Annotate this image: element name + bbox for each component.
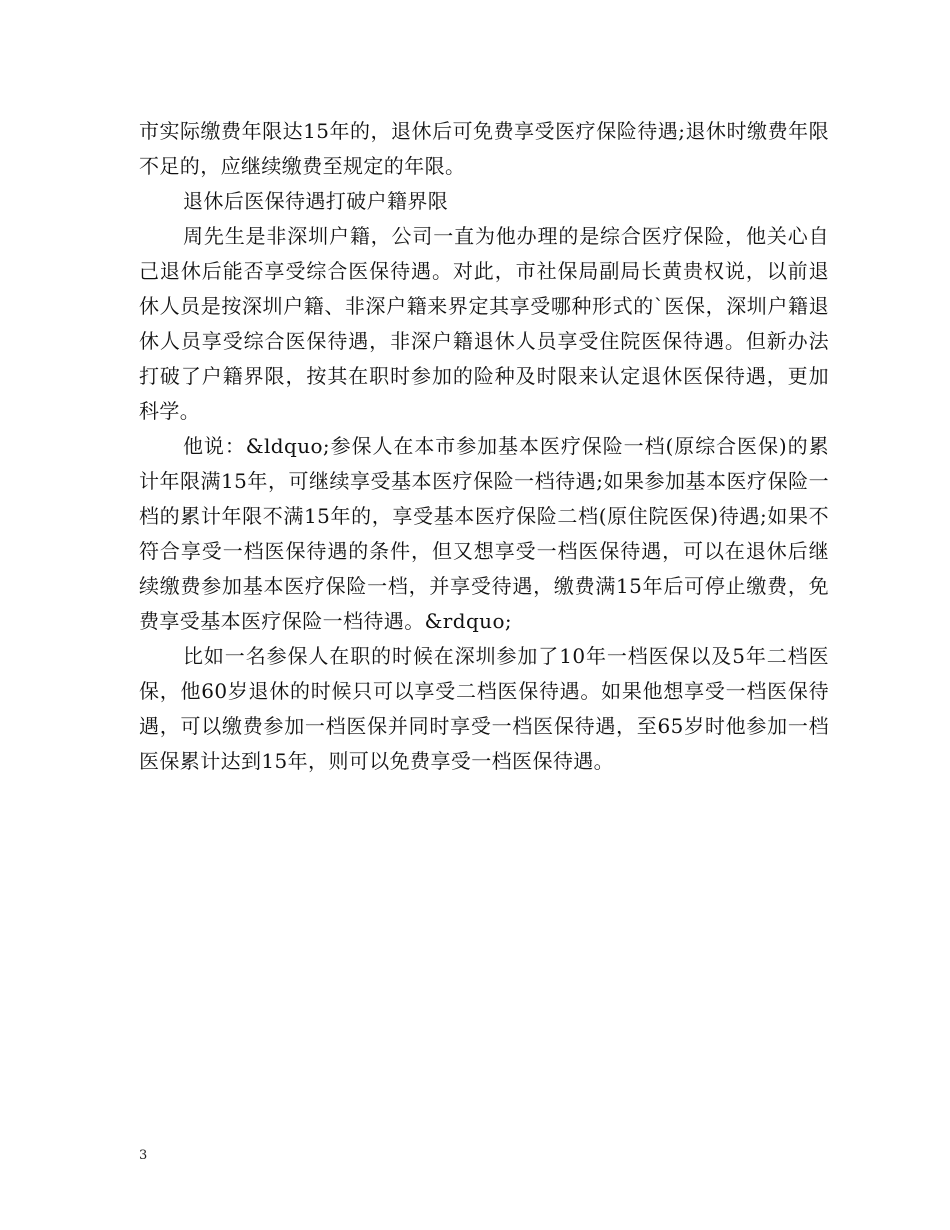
paragraph-3: 他说：&ldquo;参保人在本市参加基本医疗保险一档(原综合医保)的累计年限满15年，可继续享受基本医疗保险一档待遇;如果参加基本医疗保险一档的累计年限不满15年的，享受基本医疗保险二档(原住院医保)待遇;如果不符合享受一档医保待遇的条件，但又想享受一档医保待遇，可以在退休后继续缴费参加基本医疗保险一档，并享受待遇，缴费满15年后可停止缴费，免费享受基本医疗保险一档待遇。&rdquo; xyxy=(139,434,829,633)
paragraph-4: 比如一名参保人在职的时候在深圳参加了10年一档医保以及5年二档医保，他60岁退休的时候只可以享受二档医保待遇。如果他想享受一档医保待遇，可以缴费参加一档医保并同时享受一档医保待遇，至65岁时他参加一档医保累计达到15年，则可以免费享受一档医保待遇。 xyxy=(139,644,829,773)
section-heading: 退休后医保待遇打破户籍界限 xyxy=(183,189,449,213)
page-number: 3 xyxy=(139,1148,148,1163)
paragraph-1: 市实际缴费年限达15年的，退休后可免费享受医疗保险待遇;退休时缴费年限不足的，应继续缴费至规定的年限。 xyxy=(139,119,829,178)
paragraph-2: 周先生是非深圳户籍，公司一直为他办理的是综合医疗保险，他关心自己退休后能否享受综合医保待遇。对此，市社保局副局长黄贵权说，以前退休人员是按深圳户籍、非深户籍来界定其享受哪种形式的`医保，深圳户籍退休人员享受综合医保待遇，非深户籍退休人员享受住院医保待遇。但新办法打破了户籍界限，按其在职时参加的险种及时限来认定退休医保待遇，更加科学。 xyxy=(139,224,829,423)
document-body xyxy=(139,114,829,779)
